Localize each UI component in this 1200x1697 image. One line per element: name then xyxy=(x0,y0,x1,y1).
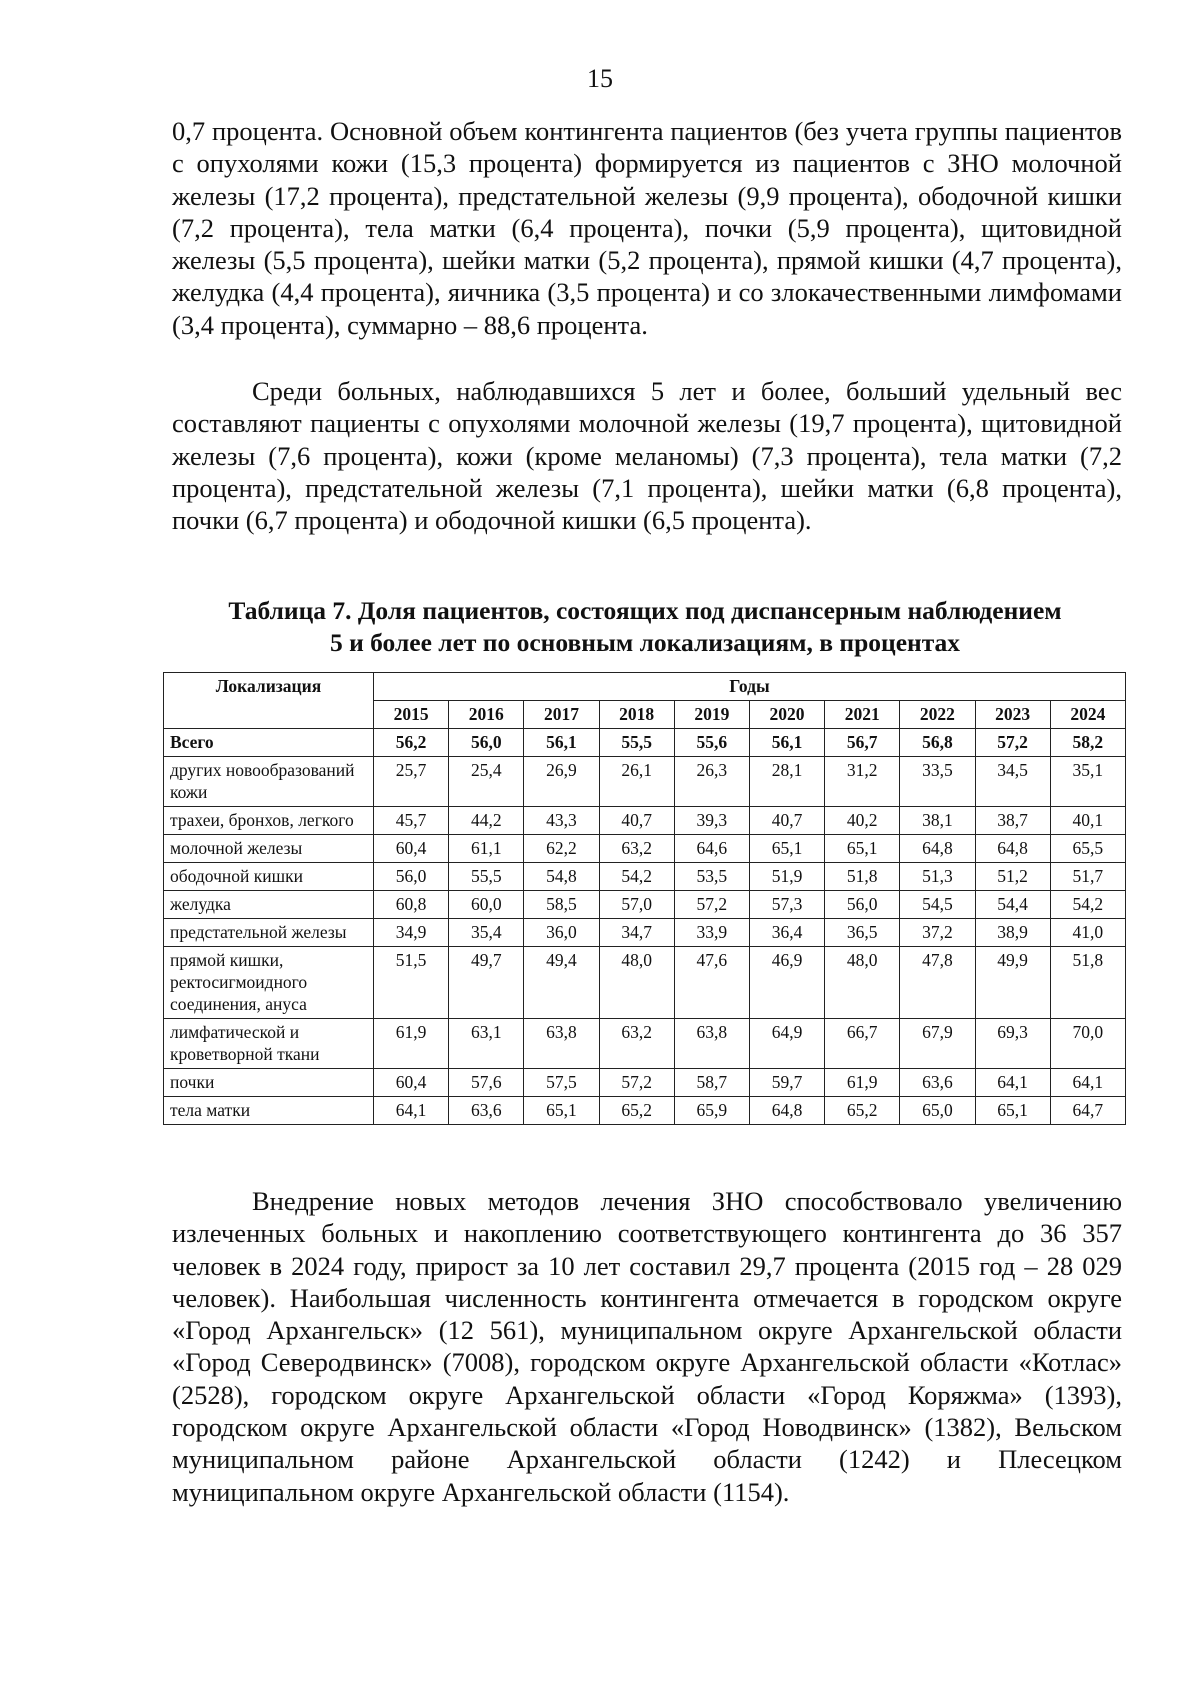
table-cell-value: 49,9 xyxy=(975,947,1050,1019)
year-header: 2015 xyxy=(374,701,449,729)
table-cell-value: 25,7 xyxy=(374,757,449,807)
year-header: 2018 xyxy=(599,701,674,729)
table-cell-value: 40,7 xyxy=(599,807,674,835)
table-cell-value: 54,2 xyxy=(1050,891,1125,919)
table-cell-value: 63,1 xyxy=(449,1019,524,1069)
table-cell-value: 56,7 xyxy=(825,729,900,757)
table-cell-value: 66,7 xyxy=(825,1019,900,1069)
table-cell-value: 64,9 xyxy=(749,1019,824,1069)
table-cell-value: 65,1 xyxy=(975,1097,1050,1125)
table-cell-value: 56,0 xyxy=(825,891,900,919)
table-cell-value: 40,1 xyxy=(1050,807,1125,835)
table-cell-value: 56,2 xyxy=(374,729,449,757)
header-location-continued xyxy=(164,701,374,729)
table-cell-value: 31,2 xyxy=(825,757,900,807)
table-cell-value: 26,1 xyxy=(599,757,674,807)
table-cell-value: 55,5 xyxy=(599,729,674,757)
year-header: 2020 xyxy=(749,701,824,729)
table-row xyxy=(164,1097,1126,1125)
table-cell-value: 57,2 xyxy=(674,891,749,919)
table-cell-value: 58,5 xyxy=(524,891,599,919)
table-cell-value: 56,8 xyxy=(900,729,975,757)
table-cell-value: 43,3 xyxy=(524,807,599,835)
table-cell-value: 39,3 xyxy=(674,807,749,835)
table-cell-value: 51,7 xyxy=(1050,863,1125,891)
table-cell-value: 57,3 xyxy=(749,891,824,919)
table-cell-value: 54,8 xyxy=(524,863,599,891)
table-cell-value: 65,5 xyxy=(1050,835,1125,863)
table-cell-value: 56,0 xyxy=(449,729,524,757)
table-caption xyxy=(160,595,1130,659)
table-cell-value: 51,9 xyxy=(749,863,824,891)
table-cell-value: 48,0 xyxy=(825,947,900,1019)
table-cell-value: 62,2 xyxy=(524,835,599,863)
row-label: тела матки xyxy=(164,1097,374,1125)
year-header: 2016 xyxy=(449,701,524,729)
table-cell-value: 65,1 xyxy=(825,835,900,863)
table-cell-value: 40,7 xyxy=(749,807,824,835)
row-label: других новообразований кожи xyxy=(164,757,374,807)
table-cell-value: 54,5 xyxy=(900,891,975,919)
table-cell-value: 26,3 xyxy=(674,757,749,807)
table-cell-value: 65,2 xyxy=(825,1097,900,1125)
table-cell-value: 51,3 xyxy=(900,863,975,891)
row-label: предстательной железы xyxy=(164,919,374,947)
table-cell-value: 41,0 xyxy=(1050,919,1125,947)
table-cell-value: 64,8 xyxy=(975,835,1050,863)
table-cell-value: 65,9 xyxy=(674,1097,749,1125)
row-label: прямой кишки, ректосигмоидного соединения, ануса xyxy=(164,947,374,1019)
table-cell-value: 49,7 xyxy=(449,947,524,1019)
table-cell-value: 58,7 xyxy=(674,1069,749,1097)
row-label: желудка xyxy=(164,891,374,919)
paragraph-contingent-structure xyxy=(172,115,1122,341)
table-cell-value: 63,6 xyxy=(449,1097,524,1125)
paragraph-five-year-patients xyxy=(172,375,1122,536)
table-row xyxy=(164,807,1126,835)
table-cell-value: 34,9 xyxy=(374,919,449,947)
table-cell-value: 64,8 xyxy=(749,1097,824,1125)
table-cell-value: 34,5 xyxy=(975,757,1050,807)
year-header: 2021 xyxy=(825,701,900,729)
table-cell-value: 28,1 xyxy=(749,757,824,807)
table-cell-value: 60,4 xyxy=(374,835,449,863)
table-cell-value: 57,2 xyxy=(599,1069,674,1097)
row-label: молочной железы xyxy=(164,835,374,863)
table-cell-value: 60,0 xyxy=(449,891,524,919)
table-cell-value: 44,2 xyxy=(449,807,524,835)
table-cell-value: 25,4 xyxy=(449,757,524,807)
table-cell-value: 36,4 xyxy=(749,919,824,947)
table-body xyxy=(164,729,1126,1125)
paragraph-treatment-methods xyxy=(172,1185,1122,1508)
table-cell-value: 65,1 xyxy=(524,1097,599,1125)
table-row xyxy=(164,919,1126,947)
table-cell-value: 49,4 xyxy=(524,947,599,1019)
table-cell-value: 33,9 xyxy=(674,919,749,947)
table-cell-value: 63,8 xyxy=(674,1019,749,1069)
table-cell-value: 65,0 xyxy=(900,1097,975,1125)
paragraph-text: Внедрение новых методов лечения ЗНО способствовало увеличению излеченных больных и накоплению соответствующего контингента до 36 357 человек в 2024 году, прирост за 10 лет составил 29,7 процента (2015 год – 28 029 человек). Наибольшая численность контингента отмечается в городском округе «Город Архангельск» (12 561), муниципальном округе Архангельской области «Город Северодвинск» (7008), городском округе Архангельской области «Котлас» (2528), городском округе Архангельской области «Город Коряжма» (1393), городском округе Архангельской области «Город Новодвинск» (1382), Вельском муниципальном районе Архангельской области (1242) и Плесецком муниципальном округе Архангельской области (1154). xyxy=(172,1186,1122,1507)
table-row-total xyxy=(164,729,1126,757)
table-cell-value: 54,4 xyxy=(975,891,1050,919)
row-label: трахеи, бронхов, легкого xyxy=(164,807,374,835)
table-cell-value: 51,8 xyxy=(825,863,900,891)
table-cell-value: 47,8 xyxy=(900,947,975,1019)
table-cell-value: 65,1 xyxy=(749,835,824,863)
table-row xyxy=(164,947,1126,1019)
year-header: 2017 xyxy=(524,701,599,729)
table-cell-value: 56,0 xyxy=(374,863,449,891)
table-years-row xyxy=(164,701,1126,729)
table-cell-value: 45,7 xyxy=(374,807,449,835)
table-cell-value: 26,9 xyxy=(524,757,599,807)
table-cell-value: 63,2 xyxy=(599,1019,674,1069)
table-cell-value: 59,7 xyxy=(749,1069,824,1097)
table-cell-value: 34,7 xyxy=(599,919,674,947)
table-cell-value: 51,2 xyxy=(975,863,1050,891)
table-cell-value: 35,4 xyxy=(449,919,524,947)
table-cell-value: 35,1 xyxy=(1050,757,1125,807)
paragraph-text: 0,7 процента. Основной объем контингента пациентов (без учета группы пациентов с опухолями кожи (15,3 процента) формируется из пациентов с ЗНО молочной железы (17,2 процента), предстательной железы (9,9 процента), ободочной кишки (7,2 процента), тела матки (6,4 процента), почки (5,9 процента), щитовидной железы (5,5 процента), шейки матки (5,2 процента), прямой кишки (4,7 процента), желудка (4,4 процента), яичника (3,5 процента) и со злокачественными лимфомами (3,4 процента), суммарно – 88,6 процента. xyxy=(172,116,1122,340)
table-caption-line-1: Таблица 7. Доля пациентов, состоящих под диспансерным наблюдением xyxy=(228,596,1062,625)
table-cell-value: 57,0 xyxy=(599,891,674,919)
table-cell-value: 48,0 xyxy=(599,947,674,1019)
row-label: почки xyxy=(164,1069,374,1097)
row-label: ободочной кишки xyxy=(164,863,374,891)
row-label: лимфатической и кроветворной ткани xyxy=(164,1019,374,1069)
page-number: 15 xyxy=(587,64,613,93)
table-cell-value: 70,0 xyxy=(1050,1019,1125,1069)
table-cell-value: 51,5 xyxy=(374,947,449,1019)
table-cell-value: 38,1 xyxy=(900,807,975,835)
table-cell-value: 67,9 xyxy=(900,1019,975,1069)
table-cell-value: 60,4 xyxy=(374,1069,449,1097)
table-cell-value: 56,1 xyxy=(524,729,599,757)
table-cell-value: 33,5 xyxy=(900,757,975,807)
table-row xyxy=(164,863,1126,891)
table-cell-value: 65,2 xyxy=(599,1097,674,1125)
table-cell-value: 55,5 xyxy=(449,863,524,891)
table-cell-value: 51,8 xyxy=(1050,947,1125,1019)
table-cell-value: 64,1 xyxy=(1050,1069,1125,1097)
table-cell-value: 55,6 xyxy=(674,729,749,757)
paragraph-text: Среди больных, наблюдавшихся 5 лет и более, больший удельный вес составляют пациенты с опухолями молочной железы (19,7 процента), щитовидной железы (7,6 процента), кожи (кроме меланомы) (7,3 процента), тела матки (7,2 процента), предстательной железы (7,1 процента), шейки матки (6,8 процента), почки (6,7 процента) и ободочной кишки (6,5 процента). xyxy=(172,376,1122,536)
table-cell-value: 61,9 xyxy=(825,1069,900,1097)
table-cell-value: 47,6 xyxy=(674,947,749,1019)
table-cell-value: 64,7 xyxy=(1050,1097,1125,1125)
table-row xyxy=(164,835,1126,863)
table-cell-value: 63,6 xyxy=(900,1069,975,1097)
table-cell-value: 38,9 xyxy=(975,919,1050,947)
header-location: Локализация xyxy=(164,673,374,701)
year-header: 2022 xyxy=(900,701,975,729)
table-cell-value: 38,7 xyxy=(975,807,1050,835)
year-header: 2019 xyxy=(674,701,749,729)
table-cell-value: 53,5 xyxy=(674,863,749,891)
table-cell-value: 37,2 xyxy=(900,919,975,947)
table-row xyxy=(164,1019,1126,1069)
year-header: 2024 xyxy=(1050,701,1125,729)
table-cell-value: 54,2 xyxy=(599,863,674,891)
table-cell-value: 46,9 xyxy=(749,947,824,1019)
table-cell-value: 57,5 xyxy=(524,1069,599,1097)
table-cell-value: 64,1 xyxy=(374,1097,449,1125)
table-cell-value: 56,1 xyxy=(749,729,824,757)
table-cell-value: 69,3 xyxy=(975,1019,1050,1069)
table-row xyxy=(164,1069,1126,1097)
table-cell-value: 63,2 xyxy=(599,835,674,863)
table-cell-value: 64,8 xyxy=(900,835,975,863)
table-row xyxy=(164,757,1126,807)
table-cell-value: 57,6 xyxy=(449,1069,524,1097)
table-cell-value: 60,8 xyxy=(374,891,449,919)
table-cell-value: 63,8 xyxy=(524,1019,599,1069)
table-header-row xyxy=(164,673,1126,701)
dispensary-observation-table xyxy=(163,672,1126,1125)
table-cell-value: 61,1 xyxy=(449,835,524,863)
table-cell-value: 64,1 xyxy=(975,1069,1050,1097)
header-years: Годы xyxy=(374,673,1126,701)
table-cell-value: 36,5 xyxy=(825,919,900,947)
table-row xyxy=(164,891,1126,919)
table-container xyxy=(163,672,1125,1125)
table-caption-line-2: 5 и более лет по основным локализациям, в процентах xyxy=(329,628,961,657)
table-cell-value: 58,2 xyxy=(1050,729,1125,757)
table-cell-value: 40,2 xyxy=(825,807,900,835)
table-cell-value: 64,6 xyxy=(674,835,749,863)
table-cell-value: 61,9 xyxy=(374,1019,449,1069)
table-cell-value: 57,2 xyxy=(975,729,1050,757)
table-cell-value: 36,0 xyxy=(524,919,599,947)
year-header: 2023 xyxy=(975,701,1050,729)
row-label: Всего xyxy=(164,729,374,757)
